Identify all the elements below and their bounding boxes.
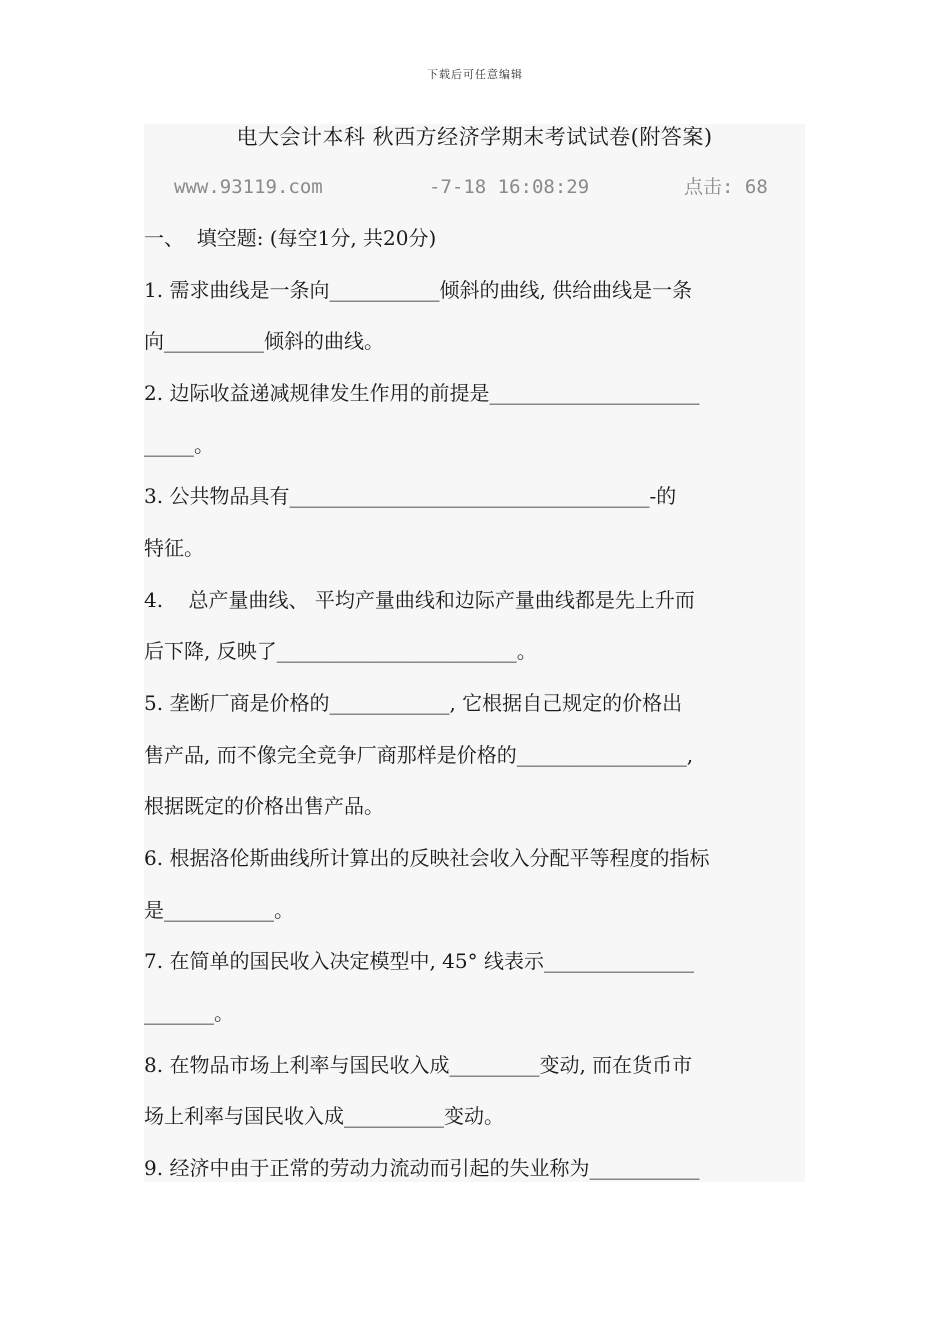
question-4-cont bbox=[144, 636, 805, 666]
question-2 bbox=[144, 378, 805, 408]
question-1 bbox=[144, 275, 805, 305]
document-body bbox=[144, 124, 805, 1182]
question-9 bbox=[144, 1153, 805, 1183]
text-line: 8. 在物品市场上利率与国民收入成_________变动, 而在货币市 bbox=[144, 1053, 693, 1077]
question-5 bbox=[144, 688, 805, 718]
question-8 bbox=[144, 1050, 805, 1080]
text-line: 7. 在简单的国民收入决定模型中, 45° 线表示_______________ bbox=[144, 949, 694, 973]
question-4 bbox=[144, 585, 805, 615]
text-line: 9. 经济中由于正常的劳动力流动而引起的失业称为___________ bbox=[144, 1156, 700, 1180]
question-3 bbox=[144, 481, 805, 511]
page-header: 下载后可任意编辑 bbox=[427, 68, 523, 81]
text-line: 1. 需求曲线是一条向___________倾斜的曲线, 供给曲线是一条 bbox=[144, 278, 693, 302]
question-5-cont bbox=[144, 740, 805, 770]
question-7-cont bbox=[144, 998, 805, 1028]
question-7 bbox=[144, 946, 805, 976]
text-line: 是___________。 bbox=[144, 898, 294, 922]
text-line: 3. 公共物品具有____________________________________-的 bbox=[144, 484, 677, 508]
question-8-cont bbox=[144, 1101, 805, 1131]
text-line: 售产品, 而不像完全竞争厂商那样是价格的_________________, bbox=[144, 743, 694, 767]
document-title: 电大会计本科 秋西方经济学期末考试试卷(附答案) bbox=[236, 125, 713, 149]
source-site: www.93119.com bbox=[174, 176, 323, 198]
text-line: 5. 垄断厂商是价格的____________, 它根据自己规定的价格出 bbox=[144, 691, 683, 715]
text-line: 后下降, 反映了________________________。 bbox=[144, 639, 537, 663]
text-line: 4. 总产量曲线、 平均产量曲线和边际产量曲线都是先上升而 bbox=[144, 588, 695, 612]
text-line: _____。 bbox=[144, 433, 214, 457]
question-6 bbox=[144, 843, 805, 873]
document-meta bbox=[144, 174, 805, 200]
text-line: 6. 根据洛伦斯曲线所计算出的反映社会收入分配平等程度的指标 bbox=[144, 846, 710, 870]
publish-time: -7-18 16:08:29 bbox=[429, 176, 590, 198]
question-6-cont bbox=[144, 895, 805, 925]
click-count: 点击: 68 bbox=[684, 176, 768, 198]
text-line: _______。 bbox=[144, 1001, 234, 1025]
text-line: 一、 填空题: (每空1分, 共20分) bbox=[144, 226, 437, 250]
text-line: 场上利率与国民收入成__________变动。 bbox=[144, 1104, 504, 1128]
text-line: 根据既定的价格出售产品。 bbox=[144, 794, 384, 818]
question-2-cont bbox=[144, 430, 805, 460]
question-3-cont bbox=[144, 533, 805, 563]
text-line: 向__________倾斜的曲线。 bbox=[144, 329, 384, 353]
question-1-cont bbox=[144, 326, 805, 356]
section-heading bbox=[144, 223, 805, 253]
text-line: 2. 边际收益递减规律发生作用的前提是_____________________ bbox=[144, 381, 700, 405]
question-5-cont-2 bbox=[144, 791, 805, 821]
text-line: 特征。 bbox=[144, 536, 204, 560]
